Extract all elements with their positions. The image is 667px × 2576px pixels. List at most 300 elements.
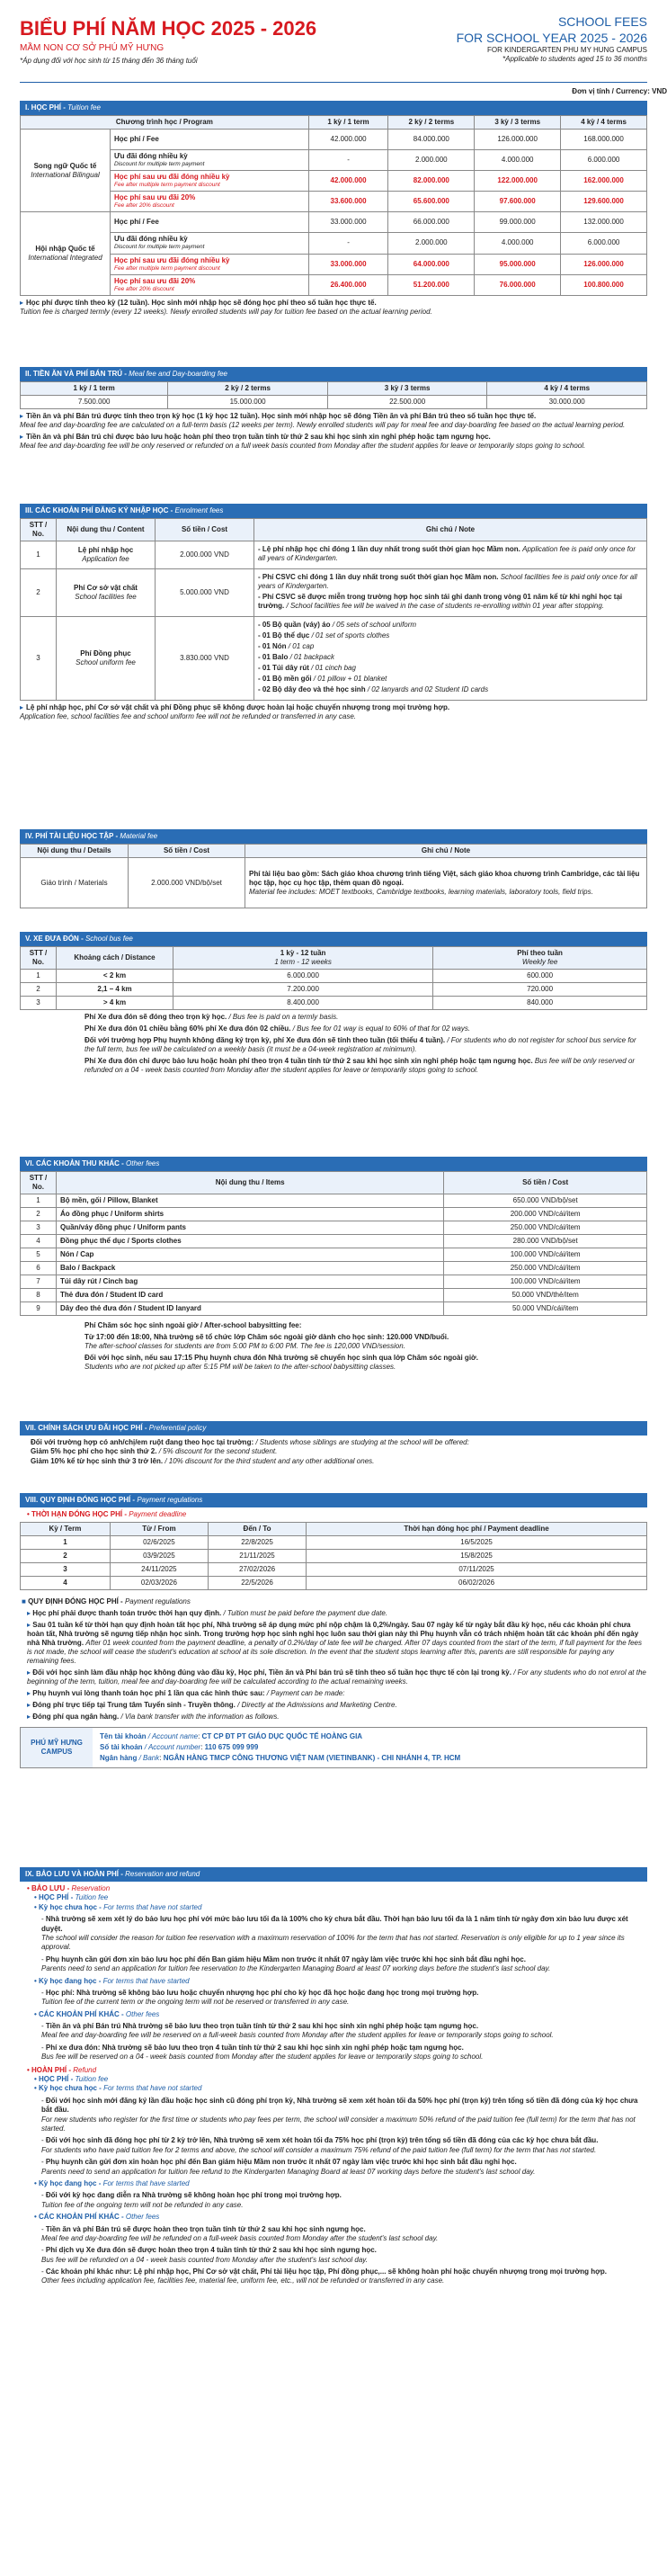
babysitting-title: Phí Chăm sóc học sinh ngoài giờ / After-school babysitting fee: xyxy=(84,1321,302,1329)
item-name: Dây đeo thẻ đưa đón / Student ID lanyard xyxy=(57,1302,444,1316)
refund-other-heading: • CÁC KHOẢN PHÍ KHÁC - Other fees xyxy=(34,2213,160,2222)
bank-row: Tên tài khoản / Account name: CT CP ĐT PT GIÁO DỤC QUỐC TẾ HOÀNG GIA xyxy=(100,1732,363,1740)
item-name: Quần/váy đồng phục / Uniform pants xyxy=(57,1221,444,1235)
program-name xyxy=(21,212,111,295)
fee-label-vn: Ưu đãi đóng nhiều kỳ xyxy=(114,235,188,244)
row-number: 9 xyxy=(21,1302,57,1316)
refund-rule-7: - Các khoản phí khác như: Lệ phí nhập học, Phí Cơ sở vật chất, Phí tài liệu học tập, Phí đồng phục,... sẽ không hoàn phí hoặc chuyển nhượng trong mọi trường hợp. Other fees including application fee, facilities fee, material fee, uniform fee, etc., will not be refunded or transferred in any case. xyxy=(41,2267,607,2285)
col-header: Đến / To xyxy=(208,1523,306,1536)
vn-campus: MẦM NON CƠ SỞ PHÚ MỸ HƯNG xyxy=(20,42,165,53)
term-number: 1 xyxy=(21,1536,111,1550)
table-row xyxy=(21,1275,647,1289)
term-number: 4 xyxy=(21,1577,111,1590)
note-line xyxy=(258,664,643,673)
table-row xyxy=(21,233,647,254)
program-name-en: International Integrated xyxy=(28,254,102,263)
row-number: 3 xyxy=(21,617,57,701)
note-en: / 02 lanyards and 02 Student ID cards xyxy=(367,685,489,693)
vn-age-note: *Áp dụng đối với học sinh từ 15 tháng đến 36 tháng tuổi xyxy=(20,57,198,65)
col-2-terms: 2 kỳ / 2 terms xyxy=(168,382,328,396)
col-distance: Khoảng cách / Distance xyxy=(57,947,173,970)
fee-value: 84.000.000 xyxy=(388,130,475,150)
en-title-line2: FOR SCHOOL YEAR 2025 - 2026 xyxy=(456,30,647,45)
tuition-note: ▸ Học phí được tính theo kỳ (12 tuần). Học sinh mới nhập học sẽ đóng học phí theo số tuần học thực tế. Tuition fee is charged termly (every 12 weeks). Newly enrolled students will pay for tuition fee based on the actual learning period. xyxy=(20,298,432,316)
document-header xyxy=(20,0,647,83)
item-cost: 100.000 VND/cái/item xyxy=(444,1248,647,1262)
fee-value: 42.000.000 xyxy=(308,171,388,192)
fee-value: 99.000.000 xyxy=(475,212,561,233)
regulation-item xyxy=(27,1668,647,1686)
regulation-vn: Sau 01 tuần kể từ thời hạn quy định hoàn tất học phí, Nhà trường sẽ áp dụng mức phí nộp chậm là 0,2%/ngày. Sau 07 ngày kể từ ngày bắt đầu kỳ học, nếu các khoản phí chưa hoàn tất, Nhà trường sẽ ngưng tiếp nhận học sinh. Trong trường hợp học sinh nghỉ học luôn sau thời gian này thì Phụ huynh vẫn có trách nhiệm hoàn tất các khoản phí đến ngày nhà Nhà trường. xyxy=(27,1621,639,1647)
reserve-rule-1: - Nhà trường sẽ xem xét lý do bảo lưu học phí với mức bảo lưu tối đa là 100% cho kỳ chưa bắt đầu. Thời hạn bảo lưu tối đa là 1 năm tính từ ngày đơn xin bảo lưu được xét duyệt. The school will consider the reason for tuition fee reservation with a maximum reservation of 100% for the term that has not started. Reservation is only eligible for up to 1 year since its approval. xyxy=(41,1915,628,1952)
fee-value: 2.000.000 xyxy=(388,150,475,171)
fee-value: 66.000.000 xyxy=(388,212,475,233)
table-row xyxy=(21,254,647,274)
row-number: 2 xyxy=(21,983,57,997)
term-deadline: 16/5/2025 xyxy=(307,1536,647,1550)
fee-label xyxy=(111,274,309,295)
section-title: II. TIỀN ĂN VÀ PHÍ BÁN TRÚ - Meal fee and Day-boarding fee xyxy=(20,367,647,381)
deadline-subtitle: • THỜI HẠN ĐÓNG HỌC PHÍ - Payment deadline xyxy=(27,1510,187,1518)
note-en: / 01 pillow + 01 blanket xyxy=(313,675,387,683)
col-details: Nội dung thu / Details xyxy=(21,845,129,858)
item-name: Đồng phục thể dục / Sports clothes xyxy=(57,1235,444,1248)
col-weekly-en: Weekly fee xyxy=(521,958,558,966)
item-cost: 100.000 VND/cái/item xyxy=(444,1275,647,1289)
fee-note xyxy=(254,569,647,617)
note-line xyxy=(258,573,643,591)
bullet-icon: ▸ xyxy=(27,1668,33,1677)
table-row xyxy=(21,150,647,171)
fee-value: 129.600.000 xyxy=(561,192,647,212)
table-row xyxy=(21,997,647,1010)
table-row xyxy=(21,617,647,701)
regulation-en: / For any students who do not enrol at the beginning of the term, tuition, meal fee and day-boarding fee will be calculated according to the actual remaining weeks. xyxy=(27,1668,646,1686)
item-cost: 650.000 VND/bộ/set xyxy=(444,1194,647,1208)
enrolment-note: ▸ Lệ phí nhập học, phí Cơ sở vật chất và phí Đồng phục sẽ không được hoàn lại hoặc chuyển nhượng trong mọi trường hợp. Application fee, school facilities fee and school uniform fee will not be refunded or transferred in any case. xyxy=(20,703,450,720)
table-row xyxy=(21,1302,647,1316)
item-name: Áo đồng phục / Uniform shirts xyxy=(57,1208,444,1221)
fee-value: 126.000.000 xyxy=(561,254,647,274)
term-from: 03/9/2025 xyxy=(110,1550,208,1563)
fee-cost: 2.000.000 VND xyxy=(156,541,254,569)
bus-note xyxy=(84,1024,647,1033)
material-cost: 2.000.000 VND/bộ/set xyxy=(129,858,245,908)
babysitting-notes xyxy=(20,1321,647,1372)
weekly-fee: 720.000 xyxy=(433,983,647,997)
section-title: IX. BẢO LƯU VÀ HOÀN PHÍ - Reservation and refund xyxy=(20,1867,647,1882)
fee-note xyxy=(254,617,647,701)
fee-value: 97.600.000 xyxy=(475,192,561,212)
regulation-item xyxy=(27,1701,647,1710)
item-name: Bộ mền, gối / Pillow, Blanket xyxy=(57,1194,444,1208)
fee-label xyxy=(111,212,309,233)
reserve-rule-2: - Phụ huynh cần gửi đơn xin bảo lưu học phí đến Ban giám hiệu Mầm non trước ít nhất 07 ngày làm việc trước khi học sinh bắt đầu nghỉ học. Parents need to send an application for tuition fee reservation to the Kindergarten Managing Board at least 07 working days before the student's last school day. xyxy=(41,1954,551,1973)
row-number: 4 xyxy=(21,1235,57,1248)
fee-label-vn: Học phí sau ưu đãi 20% xyxy=(114,276,196,285)
note-en: / 01 backpack xyxy=(289,653,334,661)
fee-label-vn: Học phí / Fee xyxy=(114,135,159,143)
fee-value: 126.000.000 xyxy=(475,130,561,150)
table-row xyxy=(21,1221,647,1235)
bank-key: Ngân hàng xyxy=(100,1754,138,1762)
col-term: 4 kỳ / 4 terms xyxy=(561,116,647,130)
babysitting-note-1: Từ 17:00 đến 18:00, Nhà trường sẽ tổ chức lớp Chăm sóc ngoài giờ dành cho học sinh: 120.000 VND/buổi. The after-school classes for students are from 5:00 PM to 6:00 PM. The fee is 120,000 VND/session. xyxy=(84,1333,449,1350)
fee-label-vn: Học phí / Fee xyxy=(114,218,159,227)
distance: < 2 km xyxy=(57,970,173,983)
bus-note xyxy=(84,1013,647,1022)
note-vn: - Lệ phí nhập học chỉ đóng 1 lần duy nhất trong suốt thời gian học Mầm non. xyxy=(258,545,520,553)
fee-value: 33.600.000 xyxy=(308,192,388,212)
section-bus xyxy=(20,932,647,1078)
preferential-line-1: Đối với trường hợp có anh/chị/em ruột đang theo học tại trường: / Students whose siblings are studying at the school will be offered: xyxy=(31,1438,469,1446)
fee-content-vn: Lệ phí nhập học xyxy=(77,546,134,554)
bus-note-vn: Phí Xe đưa đón sẽ đóng theo trọn kỳ học. xyxy=(84,1013,227,1021)
table-row xyxy=(21,1208,647,1221)
fee-label xyxy=(111,233,309,254)
col-header: Thời hạn đóng học phí / Payment deadline xyxy=(307,1523,647,1536)
term-number: 3 xyxy=(21,1563,111,1577)
fee-value: 64.000.000 xyxy=(388,254,475,274)
refund-started-heading: • Kỳ học đang học - For terms that have started xyxy=(34,2178,190,2187)
table-row xyxy=(21,541,647,569)
section-meal xyxy=(20,367,647,453)
note-line xyxy=(258,631,643,640)
bus-note-en: / Bus fee is paid on a termly basis. xyxy=(228,1013,339,1021)
bullet-icon: ▸ xyxy=(27,1689,33,1697)
refund-rule-2: - Đối với học sinh đã đóng học phí từ 2 kỳ trở lên, Nhà trường sẽ xem xét hoàn tối đa 75% học phí (trọn kỳ) trên tổng số tiền đã đóng của các kỳ học chưa bắt đầu. For students who have paid tuition fee for 2 terms and above, the school will consider a maximum 75% refund of the paid tuition fee (full term) for the term that has not started. xyxy=(41,2136,599,2154)
term-number: 2 xyxy=(21,1550,111,1563)
note-en: Application fee is paid only once for all years of Kindergarten. xyxy=(258,545,636,562)
col-header: Ghi chú / Note xyxy=(254,519,647,541)
en-title-line1: SCHOOL FEES xyxy=(557,14,647,29)
note-vn: - 01 Nón xyxy=(258,642,287,650)
weekly-fee: 600.000 xyxy=(433,970,647,983)
note-en: / 01 set of sports clothes xyxy=(311,631,390,640)
fee-value: 132.000.000 xyxy=(561,212,647,233)
refund-rule-3: - Phụ huynh cần gửi đơn xin hoàn học phí đến Ban giám hiệu Mầm non trước ít nhất 07 ngày làm việc trước khi học sinh bắt đầu nghỉ học. Parents need to send an application for tuition fee refund to the Kindergarten Managing Board at least 07 working days before the student's last school day. xyxy=(41,2158,536,2176)
bank-key: Số tài khoản xyxy=(100,1743,143,1751)
bus-note-vn: Phí Xe đưa đón chỉ được bảo lưu hoặc hoàn phí theo trọn 4 tuần tính từ thứ 2 sau khi học sinh xin nghỉ phép hoặc tạm ngưng học. xyxy=(84,1057,533,1065)
fee-label-vn: Ưu đãi đóng nhiều kỳ xyxy=(114,152,188,160)
fee-value: 65.600.000 xyxy=(388,192,475,212)
material-table xyxy=(20,844,647,908)
bank-value: CT CP ĐT PT GIÁO DỤC QUỐC TẾ HOÀNG GIA xyxy=(201,1732,363,1740)
fee-value: - xyxy=(308,150,388,171)
term-to: 21/11/2025 xyxy=(208,1550,306,1563)
regulation-en: / Via bank transfer with the information as follows. xyxy=(120,1713,280,1721)
not-started-heading: • Kỳ học chưa học - For terms that have not started xyxy=(34,1902,202,1911)
term-to: 27/02/2026 xyxy=(208,1563,306,1577)
col-term xyxy=(173,947,433,970)
item-name: Thẻ đưa đón / Student ID card xyxy=(57,1289,444,1302)
row-number: 8 xyxy=(21,1289,57,1302)
meal-value: 15.000.000 xyxy=(168,396,328,409)
tuition-table xyxy=(20,115,647,296)
bus-note-vn: Phí Xe đưa đón 01 chiều bằng 60% phí Xe đưa đón 02 chiều. xyxy=(84,1024,291,1033)
bank-key-en: / Account name xyxy=(147,1732,199,1740)
note-vn: - 05 Bộ quần (váy) áo xyxy=(258,621,331,629)
col-header: Kỳ / Term xyxy=(21,1523,111,1536)
note-line xyxy=(258,642,643,651)
term-to: 22/8/2025 xyxy=(208,1536,306,1550)
table-row xyxy=(21,1577,647,1590)
note-vn: - Phí CSVC chỉ đóng 1 lần duy nhất trong suốt thời gian học Mầm non. xyxy=(258,573,499,581)
program-name-vn: Hội nhập Quốc tế xyxy=(35,245,95,254)
table-row xyxy=(21,1536,647,1550)
fee-content-en: Application fee xyxy=(82,555,129,563)
regulation-item xyxy=(27,1609,647,1618)
term-deadline: 15/8/2025 xyxy=(307,1550,647,1563)
regulations-title: ■ QUY ĐỊNH ĐÓNG HỌC PHÍ - Payment regulations xyxy=(22,1597,191,1606)
fee-label xyxy=(111,130,309,150)
fee-note xyxy=(254,541,647,569)
col-program: Chương trình học / Program xyxy=(21,116,309,130)
regulation-vn: Học phí phải được thanh toán trước thời hạn quy định. xyxy=(32,1609,222,1617)
item-name: Nón / Cap xyxy=(57,1248,444,1262)
col-3-terms: 3 kỳ / 3 terms xyxy=(327,382,487,396)
material-item: Giáo trình / Materials xyxy=(21,858,129,908)
bullet-icon: ▸ xyxy=(27,1701,33,1709)
col-no: STT / No. xyxy=(21,947,57,970)
fee-content xyxy=(57,617,156,701)
refund-rule-4: - Đối với kỳ học đang diễn ra Nhà trường sẽ không hoàn học phí trong mọi trường hợp. Tuition fee of the ongoing term will not be refunded in any case. xyxy=(41,2191,342,2209)
bus-notes xyxy=(20,1013,647,1075)
item-cost: 280.000 VND/bộ/set xyxy=(444,1235,647,1248)
col-term: 1 kỳ / 1 term xyxy=(308,116,388,130)
note-line xyxy=(258,545,643,563)
section-other-fees xyxy=(20,1157,647,1374)
section-title: V. XE ĐƯA ĐÓN - School bus fee xyxy=(20,932,647,946)
regulation-item xyxy=(27,1713,647,1722)
reserve-other-heading: • CÁC KHOẢN PHÍ KHÁC - Other fees xyxy=(34,2009,160,2018)
item-cost: 200.000 VND/cái/item xyxy=(444,1208,647,1221)
fee-value: 2.000.000 xyxy=(388,233,475,254)
bank-value: 110 675 099 999 xyxy=(204,1743,259,1751)
table-row xyxy=(21,274,647,295)
row-number: 7 xyxy=(21,1275,57,1289)
fee-cost: 3.830.000 VND xyxy=(156,617,254,701)
regulation-vn: Đóng phí trực tiếp tại Trung tâm Tuyển sinh - Truyền thông. xyxy=(32,1701,236,1709)
fee-value: 51.200.000 xyxy=(388,274,475,295)
term-to: 22/5/2026 xyxy=(208,1577,306,1590)
col-header: STT / No. xyxy=(21,1172,57,1194)
fee-value: 4.000.000 xyxy=(475,233,561,254)
fee-label-vn: Học phí sau ưu đãi đóng nhiều kỳ xyxy=(114,255,230,264)
bank-campus-label: PHÚ MỸ HƯNG CAMPUS xyxy=(21,1728,93,1767)
fee-label-en: Fee after multiple term payment discount xyxy=(114,182,220,189)
note-en: / 01 cap xyxy=(288,642,315,650)
table-row xyxy=(21,1563,647,1577)
bank-row: Ngân hàng / Bank: NGÂN HÀNG TMCP CÔNG THƯƠNG VIỆT NAM (VIETINBANK) - CHI NHÁNH 4, TP. HCM xyxy=(100,1754,461,1762)
distance: > 4 km xyxy=(57,997,173,1010)
note-vn: - 01 Balo xyxy=(258,653,289,661)
term-deadline: 06/02/2026 xyxy=(307,1577,647,1590)
reserve-tuition-heading: • HỌC PHÍ - Tuition fee xyxy=(34,1893,109,1902)
meal-note-2: ▸ Tiền ăn và phí Bán trú chỉ được bảo lưu hoặc hoàn phí theo trọn tuần tính từ thứ 2 sau khi học sinh xin nghỉ phép hoặc tạm ngưng học. Meal fee and day-boarding fee will be only reserved or refunded on a full week basis counted from Monday after the student applies for leave or temporarily stops going to school. xyxy=(20,433,586,450)
fee-label-en: Fee after 20% discount xyxy=(114,202,174,210)
program-name-vn: Song ngữ Quốc tế xyxy=(33,161,97,170)
bullet-icon: ▸ xyxy=(27,1713,33,1721)
section-payment xyxy=(20,1493,647,1768)
regulation-en: / Tuition must be paid before the payment due date. xyxy=(223,1609,388,1617)
row-number: 2 xyxy=(21,569,57,617)
refund-tuition-heading: • HỌC PHÍ - Tuition fee xyxy=(34,2075,109,2084)
section-title: III. CÁC KHOẢN PHÍ ĐĂNG KÝ NHẬP HỌC - Enrolment fees xyxy=(20,504,647,518)
col-weekly xyxy=(433,947,647,970)
note-en: / 05 sets of school uniform xyxy=(332,621,417,629)
reserve-rule-4: - Tiền ăn và phí Bán trú Nhà trường sẽ bảo lưu theo trọn tuần tính từ thứ 2 sau khi học sinh xin nghỉ phép hoặc tạm ngưng học. Meal fee and day-boarding fee will be reserved on a full-week basis counted from Monday after the student applies for leave or temporarily stops going to school. xyxy=(41,2022,554,2040)
fee-label xyxy=(111,192,309,212)
meal-table xyxy=(20,381,647,409)
fee-value: 42.000.000 xyxy=(308,130,388,150)
bank-key: Tên tài khoản xyxy=(100,1732,147,1740)
bank-row: Số tài khoản / Account number: 110 675 099 999 xyxy=(100,1743,259,1751)
bullet-icon: ▸ xyxy=(27,1609,33,1617)
col-header: Từ / From xyxy=(110,1523,208,1536)
bank-key-en: / Bank xyxy=(138,1754,160,1762)
fee-content-vn: Phí Cơ sở vật chất xyxy=(74,584,138,592)
item-cost: 250.000 VND/cái/item xyxy=(444,1221,647,1235)
fee-value: 122.000.000 xyxy=(475,171,561,192)
reserve-rule-3: - Học phí: Nhà trường sẽ không bảo lưu hoặc chuyển nhượng học phí cho kỳ học đã học hoặc đang học trong mọi trường hợp. Tuition fee of the current term or the ongoing term will not be reserved or transferred in any case. xyxy=(41,1988,479,2007)
note-line xyxy=(258,621,643,630)
fee-cost: 5.000.000 VND xyxy=(156,569,254,617)
refund-rule-1: - Đối với học sinh mới đăng ký lần đầu hoặc học sinh cũ đóng phí trọn kỳ, Nhà trường sẽ xem xét hoàn tối đa 50% học phí (trọn kỳ) trên tổng số tiền đã đóng của kỳ học chưa bắt đầu. For new students who register for the first time or students who pay fees per term, the school will consider a maximum 50% refund of the paid tuition fee (full term) for the term that has not started. xyxy=(41,2096,638,2133)
fee-value: - xyxy=(308,233,388,254)
fee-label-en: Fee after multiple term payment discount xyxy=(114,264,220,272)
fee-label-vn: Học phí sau ưu đãi đóng nhiều kỳ xyxy=(114,173,230,182)
weekly-fee: 840.000 xyxy=(433,997,647,1010)
col-header: Nội dung thu / Content xyxy=(57,519,156,541)
note-line xyxy=(258,685,643,694)
reserve-rule-5: - Phí xe đưa đón: Nhà trường sẽ bảo lưu theo trọn 4 tuần tính từ thứ 2 sau khi học sinh xin nghỉ phép hoặc tạm ngưng học. Bus fee will be reserved on a 04 - week basis counted from Monday after the student applies for leave or temporarily stops going to school. xyxy=(41,2043,484,2062)
item-cost: 250.000 VND/cái/item xyxy=(444,1262,647,1275)
row-number: 1 xyxy=(21,970,57,983)
bank-value: NGÂN HÀNG TMCP CÔNG THƯƠNG VIỆT NAM (VIETINBANK) - CHI NHÁNH 4, TP. HCM xyxy=(163,1754,461,1762)
fee-value: 95.000.000 xyxy=(475,254,561,274)
col-term: 3 kỳ / 3 terms xyxy=(475,116,561,130)
note-en: School facilities fee is paid only once for all years of Kindergarten. xyxy=(258,573,637,590)
regulation-item xyxy=(27,1621,647,1666)
meal-value: 7.500.000 xyxy=(21,396,168,409)
bus-note-vn: Đối với trường hợp Phụ huynh không đăng ký trọn kỳ, phí Xe đưa đón sẽ tính theo tuần (tối thiểu 4 tuần). xyxy=(84,1036,446,1044)
col-header: Số tiền / Cost xyxy=(156,519,254,541)
vn-title: BIỂU PHÍ NĂM HỌC 2025 - 2026 xyxy=(20,17,317,40)
table-row xyxy=(21,569,647,617)
fee-value: 4.000.000 xyxy=(475,150,561,171)
row-number: 2 xyxy=(21,1208,57,1221)
fee-value: 168.000.000 xyxy=(561,130,647,150)
fee-value: 82.000.000 xyxy=(388,171,475,192)
note-line xyxy=(258,653,643,662)
section-title: VIII. QUY ĐỊNH ĐÓNG HỌC PHÍ - Payment regulations xyxy=(20,1493,647,1507)
row-number: 3 xyxy=(21,1221,57,1235)
reserve-heading: • BẢO LƯU - Reservation xyxy=(27,1884,111,1892)
fee-content-en: School facilities fee xyxy=(75,593,137,601)
fee-label-en: Discount for multiple term payment xyxy=(114,244,205,251)
col-header: Nội dung thu / Items xyxy=(57,1172,444,1194)
fee-value: 6.000.000 xyxy=(561,150,647,171)
table-row xyxy=(21,1289,647,1302)
program-name xyxy=(21,130,111,212)
note-vn: - 01 Bộ thể dục xyxy=(258,631,310,640)
regulation-vn: Đóng phí qua ngân hàng. xyxy=(32,1713,120,1721)
term-from: 24/11/2025 xyxy=(110,1563,208,1577)
regulation-en: / Directly at the Admissions and Marketing Centre. xyxy=(237,1701,397,1709)
col-4-terms: 4 kỳ / 4 terms xyxy=(487,382,647,396)
other-fees-table xyxy=(20,1171,647,1316)
meal-value: 22.500.000 xyxy=(327,396,487,409)
term-from: 02/03/2026 xyxy=(110,1577,208,1590)
term-fee: 7.200.000 xyxy=(173,983,433,997)
table-row xyxy=(21,192,647,212)
item-name: Túi dây rút / Cinch bag xyxy=(57,1275,444,1289)
row-number: 1 xyxy=(21,541,57,569)
note-en: / School facilities fee will be waived in the case of students re-enrolling within 01 year after stopping. xyxy=(286,602,605,610)
note-line xyxy=(258,593,643,611)
section-title: VII. CHÍNH SÁCH ƯU ĐÃI HỌC PHÍ - Preferential policy xyxy=(20,1421,647,1436)
section-enrolment xyxy=(20,504,647,724)
col-header: STT / No. xyxy=(21,519,57,541)
bank-details xyxy=(93,1728,646,1767)
regulation-vn: Đối với học sinh làm đầu nhập học không đúng vào đầu kỳ, Học phí, Tiền ăn và Phí bán trú sẽ tính theo số tuần học thực tế còn lại trong kỳ. xyxy=(32,1668,511,1677)
program-name-en: International Bilingual xyxy=(31,170,100,179)
row-number: 5 xyxy=(21,1248,57,1262)
note-vn: - Phí CSVC sẽ được miễn trong trường hợp học sinh tái ghi danh trong vòng 01 năm kể từ khi nghỉ học tại trường. xyxy=(258,593,623,610)
started-heading: • Kỳ học đang học - For terms that have started xyxy=(34,1976,190,1985)
term-fee: 6.000.000 xyxy=(173,970,433,983)
col-header: Số tiền / Cost xyxy=(444,1172,647,1194)
col-term-vn: 1 kỳ - 12 tuần xyxy=(280,949,326,957)
babysitting-note-2: Đối với học sinh, nếu sau 17:15 Phụ huynh chưa đón Nhà trường sẽ chuyển học sinh qua lớp Chăm sóc ngoài giờ. Students who are not picked up after 5:15 PM will be taken to the after-school babysitting classes. xyxy=(84,1354,478,1371)
term-from: 02/6/2025 xyxy=(110,1536,208,1550)
bus-note xyxy=(84,1057,647,1075)
table-row xyxy=(21,1235,647,1248)
col-term: 2 kỳ / 2 terms xyxy=(388,116,475,130)
col-1-term: 1 kỳ / 1 term xyxy=(21,382,168,396)
distance: 2,1 – 4 km xyxy=(57,983,173,997)
section-preferential xyxy=(20,1421,647,1466)
note-vn: - 01 Bộ mền gối xyxy=(258,675,312,683)
col-weekly-vn: Phí theo tuần xyxy=(517,949,563,957)
bus-note xyxy=(84,1036,647,1054)
col-term-en: 1 term - 12 weeks xyxy=(274,958,332,966)
fee-label xyxy=(111,254,309,274)
regulation-en: / Payment can be made: xyxy=(266,1689,345,1697)
fee-label-en: Fee after 20% discount xyxy=(114,285,174,292)
section-title: IV. PHÍ TÀI LIỆU HỌC TẬP - Material fee xyxy=(20,829,647,844)
item-cost: 50.000 VND/thẻ/item xyxy=(444,1289,647,1302)
fee-value: 6.000.000 xyxy=(561,233,647,254)
section-title: I. HỌC PHÍ - Tuition fee xyxy=(20,101,647,115)
bank-box xyxy=(20,1727,647,1768)
fee-label-vn: Học phí sau ưu đãi 20% xyxy=(114,193,196,202)
preferential-line-2: Giảm 5% học phí cho học sinh thứ 2. / 5% discount for the second student. xyxy=(31,1447,278,1456)
fee-value: 26.400.000 xyxy=(308,274,388,295)
table-row xyxy=(21,171,647,192)
fee-label xyxy=(111,150,309,171)
table-row xyxy=(21,983,647,997)
material-note: Phí tài liệu bao gồm: Sách giáo khoa chương trình tiếng Việt, sách giáo khoa chương trình Cambridge, các tài liệu học tập, học cụ học tập, thẻm quan đồ ngoại. Material fee includes: MOET textbooks, Cambridge textbooks, learning materials, laboratory tools, field trips. xyxy=(245,858,647,908)
item-name: Balo / Backpack xyxy=(57,1262,444,1275)
regulations-list xyxy=(20,1609,647,1722)
note-vn: - 02 Bộ dây đeo và thẻ học sinh xyxy=(258,685,366,693)
table-row xyxy=(21,1248,647,1262)
en-campus: FOR KINDERGARTEN PHU MY HUNG CAMPUS xyxy=(487,46,647,54)
term-fee: 8.400.000 xyxy=(173,997,433,1010)
meal-note-1: ▸ Tiền ăn và phí Bán trú được tính theo trọn kỳ học (1 kỳ học 12 tuần). Học sinh mới nhập học sẽ đóng Tiền ăn và phí Bán trú theo số tuần học thực tế. Meal fee and day-boarding fee are calculated on a full-term basis (12 weeks per term). Newly enrolled students will pay for meal fee and day-boarding fee based on the actual learning period. xyxy=(20,412,626,429)
